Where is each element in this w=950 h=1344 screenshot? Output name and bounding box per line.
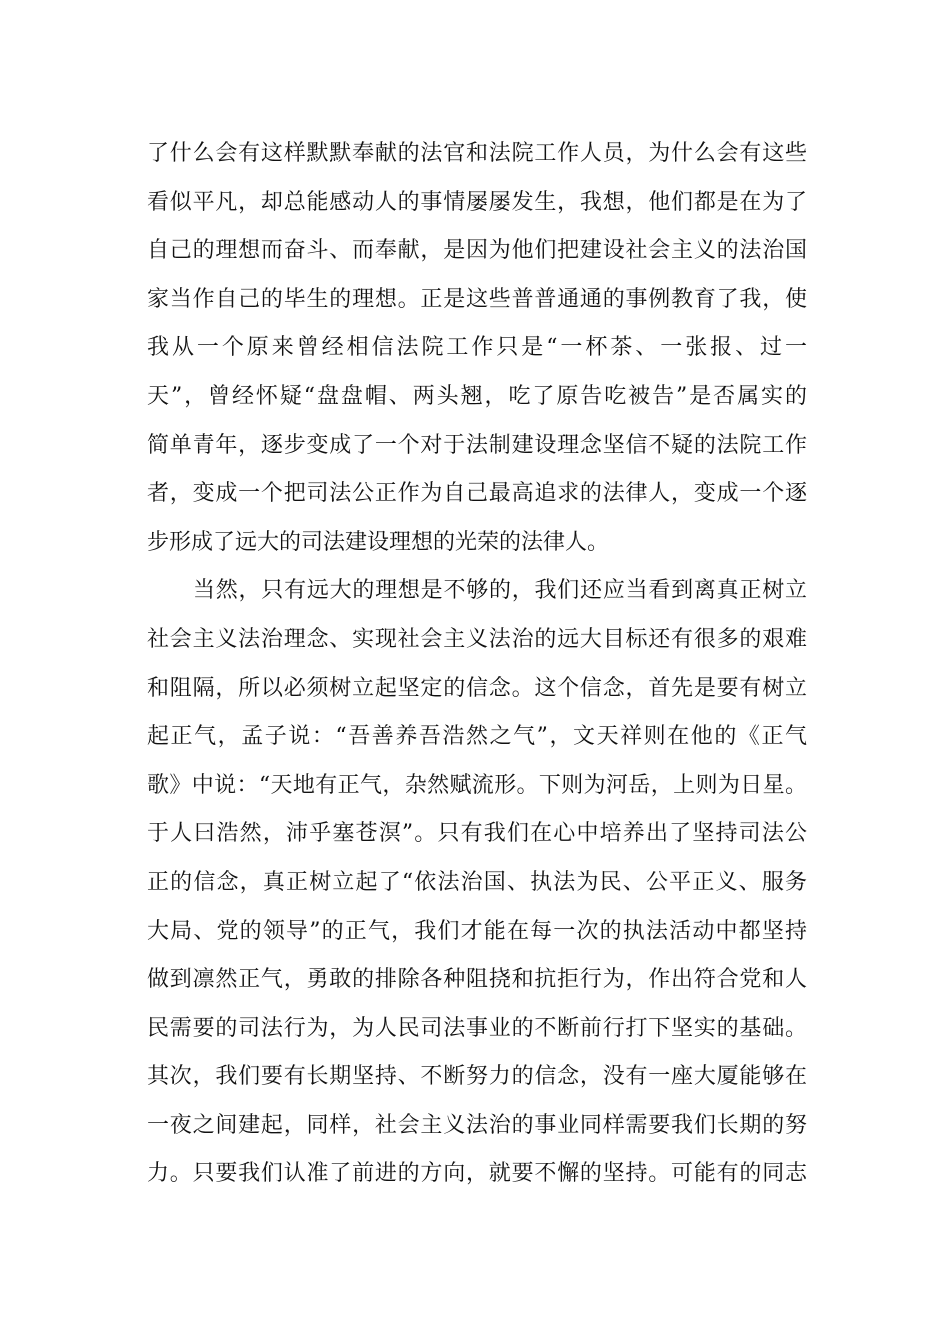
text-line: 做到凛然正气，勇敢的排除各种阻挠和抗拒行为，作出符合党和人 — [147, 967, 807, 993]
text-line: 大局、党的领导”的正气，我们才能在每一次的执法活动中都坚持 — [147, 918, 807, 944]
text-line: 了什么会有这样默默奉献的法官和法院工作人员，为什么会有这些 — [147, 141, 807, 166]
text-line: 于人曰浩然，沛乎塞苍溟”。只有我们在心中培养出了坚持司法公 — [147, 821, 807, 847]
paragraph-end-line: 步形成了远大的司法建设理想的光荣的法律人。 — [147, 529, 610, 555]
text-line: 社会主义法治理念、实现社会主义法治的远大目标还有很多的艰难 — [147, 626, 807, 652]
text-line: 起正气，孟子说：“吾善养吾浩然之气”，文天祥则在他的《正气 — [147, 724, 807, 750]
text-line: 歌》中说：“天地有正气，杂然赋流形。下则为河岳，上则为日星。 — [147, 772, 807, 798]
text-line: 自己的理想而奋斗、而奉献，是因为他们把建设社会主义的法治国 — [147, 238, 807, 264]
text-line: 民需要的司法行为，为人民司法事业的不断前行打下坚实的基础。 — [147, 1015, 807, 1041]
body-text — [147, 130, 807, 1199]
text-line: 力。只要我们认准了前进的方向，就要不懈的坚持。可能有的同志 — [147, 1161, 807, 1187]
text-line: 天”，曾经怀疑“盘盘帽、两头翘，吃了原告吃被告”是否属实的 — [147, 383, 807, 409]
text-line: 其次，我们要有长期坚持、不断努力的信念，没有一座大厦能够在 — [147, 1064, 807, 1090]
text-line: 家当作自己的毕生的理想。正是这些普普通通的事例教育了我，使 — [147, 286, 807, 312]
text-line: 我从一个原来曾经相信法院工作只是“一杯茶、一张报、过一 — [147, 335, 807, 361]
text-line: 看似平凡，却总能感动人的事情屡屡发生，我想，他们都是在为了 — [147, 189, 807, 215]
text-line: 和阻隔，所以必须树立起坚定的信念。这个信念，首先是要有树立 — [147, 675, 807, 701]
text-line: 者，变成一个把司法公正作为自己最高追求的法律人，变成一个逐 — [147, 481, 807, 507]
paragraph-start-line: 当然，只有远大的理想是不够的，我们还应当看到离真正树立 — [193, 578, 807, 604]
text-line: 正的信念，真正树立起了“依法治国、执法为民、公平正义、服务 — [147, 869, 807, 895]
text-line: 简单青年，逐步变成了一个对于法制建设理念坚信不疑的法院工作 — [147, 432, 807, 458]
text-line: 一夜之间建起，同样，社会主义法治的事业同样需要我们长期的努 — [147, 1112, 807, 1138]
